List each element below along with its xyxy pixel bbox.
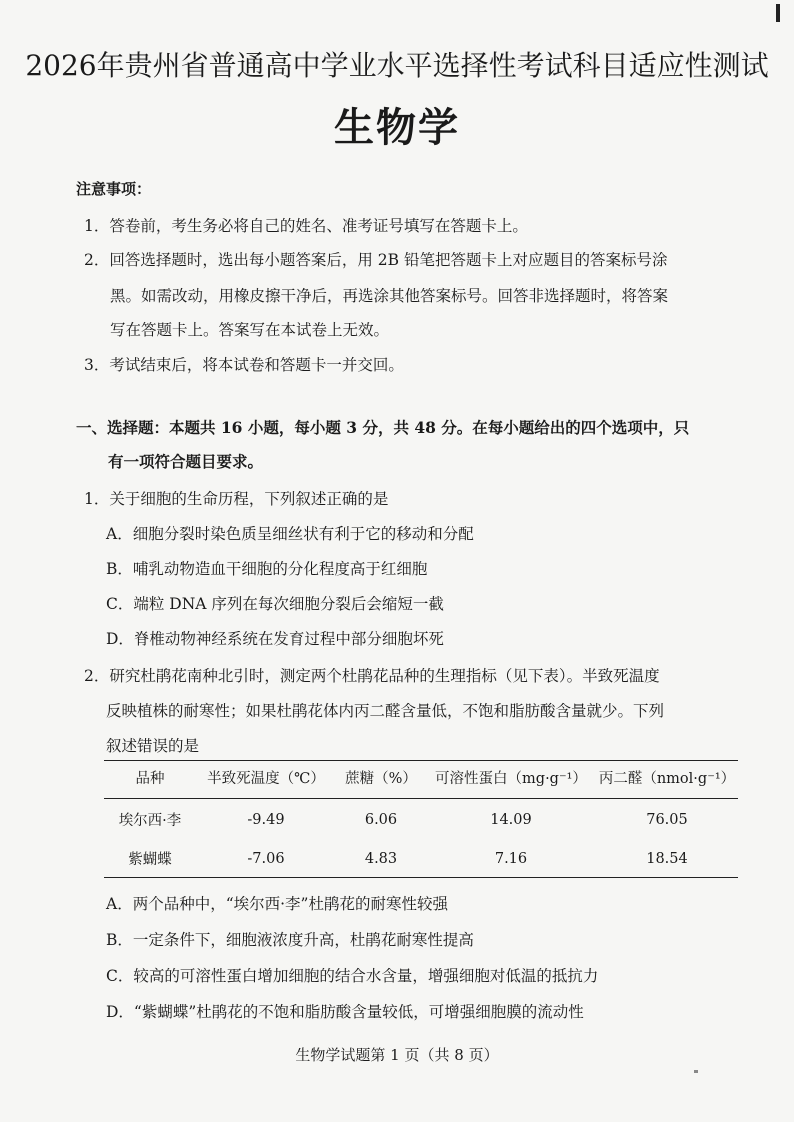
notice-line: 1．答卷前，考生务必将自己的姓名、准考证号填写在答题卡上。 xyxy=(84,217,528,235)
table-header-row xyxy=(104,761,738,799)
table-cell: 14.09 xyxy=(490,811,532,828)
question-2-option-d: D．“紫蝴蝶”杜鹃花的不饱和脂肪酸含量较低，可增强细胞膜的流动性 xyxy=(106,1003,584,1021)
question-2-option-c: C．较高的可溶性蛋白增加细胞的结合水含量，增强细胞对低温的抵抗力 xyxy=(106,967,599,985)
table-cell: 76.05 xyxy=(646,811,688,828)
question-2-stem: 2．研究杜鹃花南种北引时，测定两个杜鹃花品种的生理指标（见下表）。半致死温度 xyxy=(84,667,660,685)
question-2-option-b: B．一定条件下，细胞液浓度升高，杜鹃花耐寒性提高 xyxy=(106,931,474,949)
table-cell: -7.06 xyxy=(196,838,336,878)
question-2-option-a: A．两个品种中，“埃尔西·李”杜鹃花的耐寒性较强 xyxy=(106,895,448,913)
exam-title: 2026年贵州省普通高中学业水平选择性考试科目适应性测试 xyxy=(25,49,769,82)
table-cell: 紫蝴蝶 xyxy=(104,838,196,878)
table-cell: 7.16 xyxy=(426,838,596,878)
notice-line: 黑。如需改动，用橡皮擦干净后，再选涂其他答案标号。回答非选择题时，将答案 xyxy=(110,287,669,305)
physiology-table xyxy=(104,760,738,878)
table-header: 丙二醛（nmol·g⁻¹） xyxy=(596,761,738,799)
section-heading-cont: 有一项符合题目要求。 xyxy=(108,452,264,471)
table-cell: 埃尔西·李 xyxy=(118,813,182,829)
corner-mark xyxy=(776,4,780,22)
question-1-option-d: D．脊椎动物神经系统在发育过程中部分细胞坏死 xyxy=(106,630,444,648)
question-1-option-b: B．哺乳动物造血干细胞的分化程度高于红细胞 xyxy=(106,560,428,578)
question-2-stem: 反映植株的耐寒性；如果杜鹃花体内丙二醛含量低，不饱和脂肪酸含量就少。下列 xyxy=(106,702,665,720)
table-row xyxy=(104,838,738,878)
scan-speck xyxy=(694,1070,698,1073)
notice-line: 3．考试结束后，将本试卷和答题卡一并交回。 xyxy=(84,356,404,374)
question-1-option-c: C．端粒 DNA 序列在每次细胞分裂后会缩短一截 xyxy=(106,595,444,613)
table-header: 半致死温度（℃） xyxy=(196,761,336,799)
table-cell: 4.83 xyxy=(336,838,426,878)
table-row xyxy=(104,799,738,839)
table-cell: 18.54 xyxy=(596,838,738,878)
notice-line: 2．回答选择题时，选出每小题答案后，用 2B 铅笔把答题卡上对应题目的答案标号涂 xyxy=(84,251,668,269)
notice-line: 写在答题卡上。答案写在本试卷上无效。 xyxy=(110,321,390,339)
page-footer: 生物学试题第 1 页（共 8 页） xyxy=(295,1046,499,1064)
question-1-option-a: A．细胞分裂时染色质呈细丝状有利于它的移动和分配 xyxy=(106,525,474,543)
section-heading: 一、选择题：本题共 16 小题，每小题 3 分，共 48 分。在每小题给出的四个选项中，只 xyxy=(76,418,690,437)
table-header: 蔗糖（%） xyxy=(336,761,426,799)
table-header: 可溶性蛋白（mg·g⁻¹） xyxy=(426,761,596,799)
question-1-stem: 1．关于细胞的生命历程，下列叙述正确的是 xyxy=(84,490,389,508)
subject-title: 生物学 xyxy=(334,104,460,151)
notice-heading: 注意事项： xyxy=(76,180,152,198)
table-header: 品种 xyxy=(104,761,196,799)
table-cell: 6.06 xyxy=(364,811,398,828)
question-2-stem: 叙述错误的是 xyxy=(106,737,200,755)
table-cell: -9.49 xyxy=(247,811,285,828)
